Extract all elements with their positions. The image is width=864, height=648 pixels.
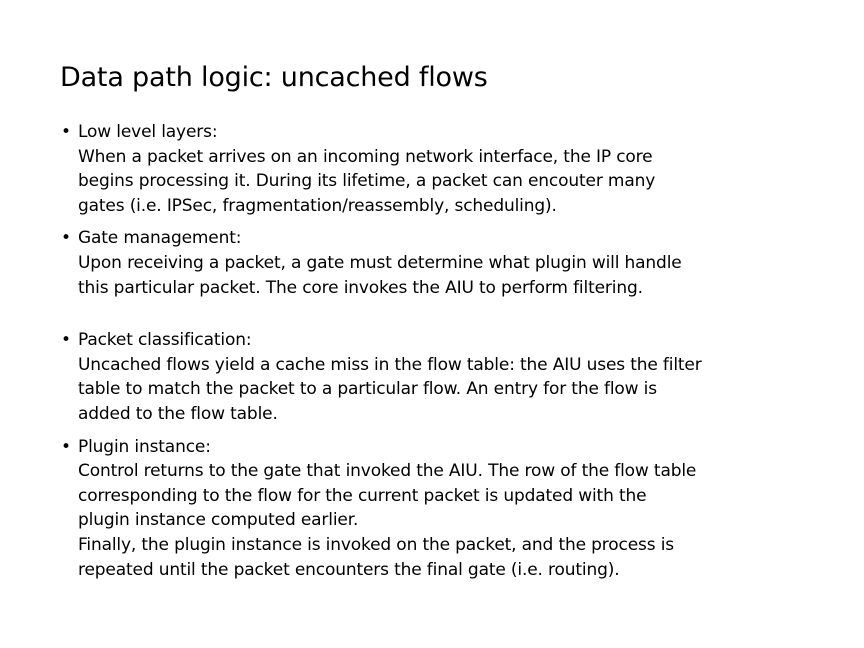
bullet-text-line: Finally, the plugin instance is invoked on the packet, and the process is: [78, 534, 674, 555]
bullet-plugin-instance: [60, 435, 850, 583]
bullet-heading: Packet classification:: [78, 330, 252, 351]
bullet-text-line: added to the flow table.: [78, 403, 278, 424]
bullet-heading: Low level layers:: [78, 122, 218, 142]
bullet-text-line: gates (i.e. IPSec, fragmentation/reassembly, scheduling).: [78, 195, 557, 216]
bullet-text-line: this particular packet. The core invokes the AIU to perform filtering.: [78, 277, 643, 298]
bullet-low-level-layers: [60, 120, 850, 218]
bullet-dot-icon: •: [61, 228, 71, 249]
bullet-heading: Plugin instance:: [78, 436, 211, 457]
bullet-text-line: plugin instance computed earlier.: [78, 510, 359, 531]
bullet-heading: Gate management:: [78, 228, 242, 249]
bullet-list: [60, 120, 850, 582]
bullet-text-line: Control returns to the gate that invoked the AIU. The row of the flow table: [78, 461, 697, 482]
bullet-dot-icon: •: [61, 122, 71, 142]
bullet-dot-icon: •: [61, 436, 71, 457]
bullet-text-line: When a packet arrives on an incoming network interface, the IP core: [78, 146, 653, 167]
bullet-text-line: table to match the packet to a particular flow. An entry for the flow is: [78, 379, 657, 400]
bullet-text-line: repeated until the packet encounters the final gate (i.e. routing).: [78, 559, 620, 580]
slide-title: Data path logic: uncached flows: [60, 62, 488, 93]
bullet-dot-icon: •: [61, 330, 71, 351]
bullet-text-line: corresponding to the flow for the current packet is updated with the: [78, 485, 647, 506]
bullet-packet-classification: [60, 328, 850, 426]
bullet-text-line: Upon receiving a packet, a gate must determine what plugin will handle: [78, 252, 682, 273]
bullet-text-line: begins processing it. During its lifetime, a packet can encouter many: [78, 171, 656, 192]
bullet-text-line: Uncached flows yield a cache miss in the flow table: the AIU uses the filter: [78, 354, 702, 375]
bullet-gate-management: [60, 226, 850, 300]
